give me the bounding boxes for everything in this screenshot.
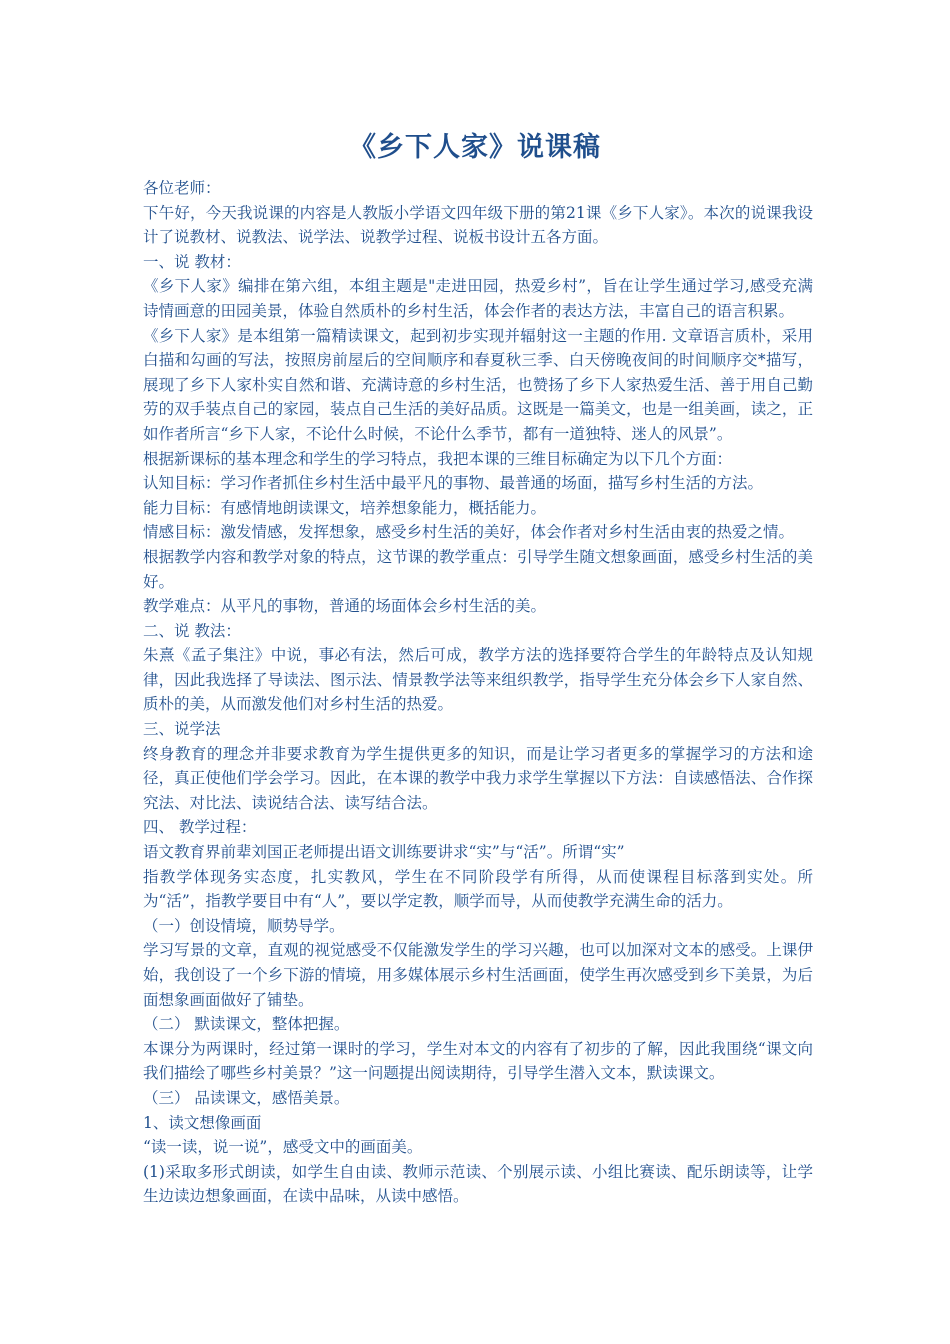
step-3-sub-heading: 1、读文想像画面 <box>143 1113 262 1132</box>
objective-ability: 能力目标：有感情地朗读课文，培养想象能力，概括能力。 <box>143 498 547 517</box>
textbook-paragraph-1: 《乡下人家》编排在第六组，本组主题是"走进田园，热爱乡村”，旨在让学生通过学习,感受充满诗情画意的田园美景，体验自然质朴的乡村生活，体会作者的表达方法，丰富自己的语言积累。 <box>143 277 813 320</box>
step-3-heading: （三） 品读课文，感悟美景。 <box>143 1088 350 1107</box>
section-heading-process: 四、 教学过程： <box>143 818 257 837</box>
section-heading-textbook: 一、说 教材： <box>143 252 241 271</box>
objectives-intro: 根据新课标的基本理念和学生的学习特点，我把本课的三维目标确定为以下几个方面： <box>143 449 733 468</box>
teaching-difficulty: 教学难点：从平凡的事物，普通的场面体会乡村生活的美。 <box>143 597 547 616</box>
step-3-read-say: “读一读，说一说”，感受文中的画面美。 <box>143 1138 423 1157</box>
objective-emotional: 情感目标：激发情感，发挥想象，感受乡村生活的美好，体会作者对乡村生活由衷的热爱之情。 <box>143 523 795 542</box>
step-2-paragraph: 本课分为两课时，经过第一课时的学习，学生对本文的内容有了初步的了解，因此我围绕“课文向我们描绘了哪些乡村美景？”这一问题提出阅读期待，引导学生潜入文本，默读课文。 <box>143 1039 813 1083</box>
objective-cognitive: 认知目标：学习作者抓住乡村生活中最平凡的事物、最普通的场面，描写乡村生活的方法。 <box>143 474 764 493</box>
document-body <box>143 176 813 1209</box>
greeting: 各位老师： <box>143 179 221 197</box>
step-1-heading: （一）创设情境，顺势导学。 <box>143 916 345 935</box>
teaching-method-paragraph: 朱熹《孟子集注》中说，事必有法，然后可成，教学方法的选择要符合学生的年龄特点及认知规律，因此我选择了导读法、图示法、情景教学法等来组织教学，指导学生充分体会乡下人家自然、质朴的美，从而激发他们对乡村生活的热爱。 <box>143 646 813 714</box>
section-heading-teaching-method: 二、说 教法： <box>143 621 241 640</box>
intro-paragraph: 下午好，今天我说课的内容是人教版小学语文四年级下册的第21课《乡下人家》。本次的说课我设计了说教材、说教法、说学法、说教学过程、说板书设计五各方面。 <box>143 203 813 247</box>
textbook-paragraph-2: 《乡下人家》是本组第一篇精读课文，起到初步实现并辐射这一主题的作用. 文章语言质朴，采用白描和勾画的写法，按照房前屋后的空间顺序和春夏秋三季、白天傍晚夜间的时间顺序交*描写，展现了乡下人家朴实自然和谐、充满诗意的乡村生活，也赞扬了乡下人家热爱生活、善于用自己勤劳的双手装点自己的家园，装点自己生活的美好品质。这既是一篇美文，也是一组美画，读之，正如作者所言“乡下人家，不论什么时候，不论什么季节，都有一道独特、迷人的风景”。 <box>143 326 813 443</box>
step-3-item-1: (1)采取多形式朗读，如学生自由读、教师示范读、个别展示读、小组比赛读、配乐朗读等，让学生边读边想象画面，在读中品味，从读中感悟。 <box>143 1162 813 1206</box>
section-heading-learning-method: 三、说学法 <box>143 720 221 739</box>
teaching-focus: 根据教学内容和教学对象的特点，这节课的教学重点：引导学生随文想象画面，感受乡村生活的美好。 <box>143 547 813 591</box>
step-1-paragraph: 学习写景的文章，直观的视觉感受不仅能激发学生的学习兴趣，也可以加深对文本的感受。上课伊始，我创设了一个乡下游的情境，用多媒体展示乡村生活画面，使学生再次感受到乡下美景，为后面想象画面做好了铺垫。 <box>143 941 813 1009</box>
process-paragraph-2: 指教学体现务实态度，扎实教风，学生在不同阶段学有所得，从而使课程目标落到实处。所为“活”，指教学要目中有“人”，要以学定教，顺学而导，从而使教学充满生命的活力。 <box>143 867 813 911</box>
learning-method-paragraph: 终身教育的理念并非要求教育为学生提供更多的知识，而是让学习者更多的掌握学习的方法和途径，真正使他们学会学习。因此，在本课的教学中我力求学生掌握以下方法：自读感悟法、合作探究法、对比法、读说结合法、读写结合法。 <box>143 744 813 812</box>
step-2-heading: （二） 默读课文，整体把握。 <box>143 1015 350 1034</box>
document-title: 《乡下人家》说课稿 <box>349 132 601 163</box>
process-paragraph-1: 语文教育界前辈刘国正老师提出语文训练要讲求“实”与“活”。所谓“实” <box>143 843 625 862</box>
